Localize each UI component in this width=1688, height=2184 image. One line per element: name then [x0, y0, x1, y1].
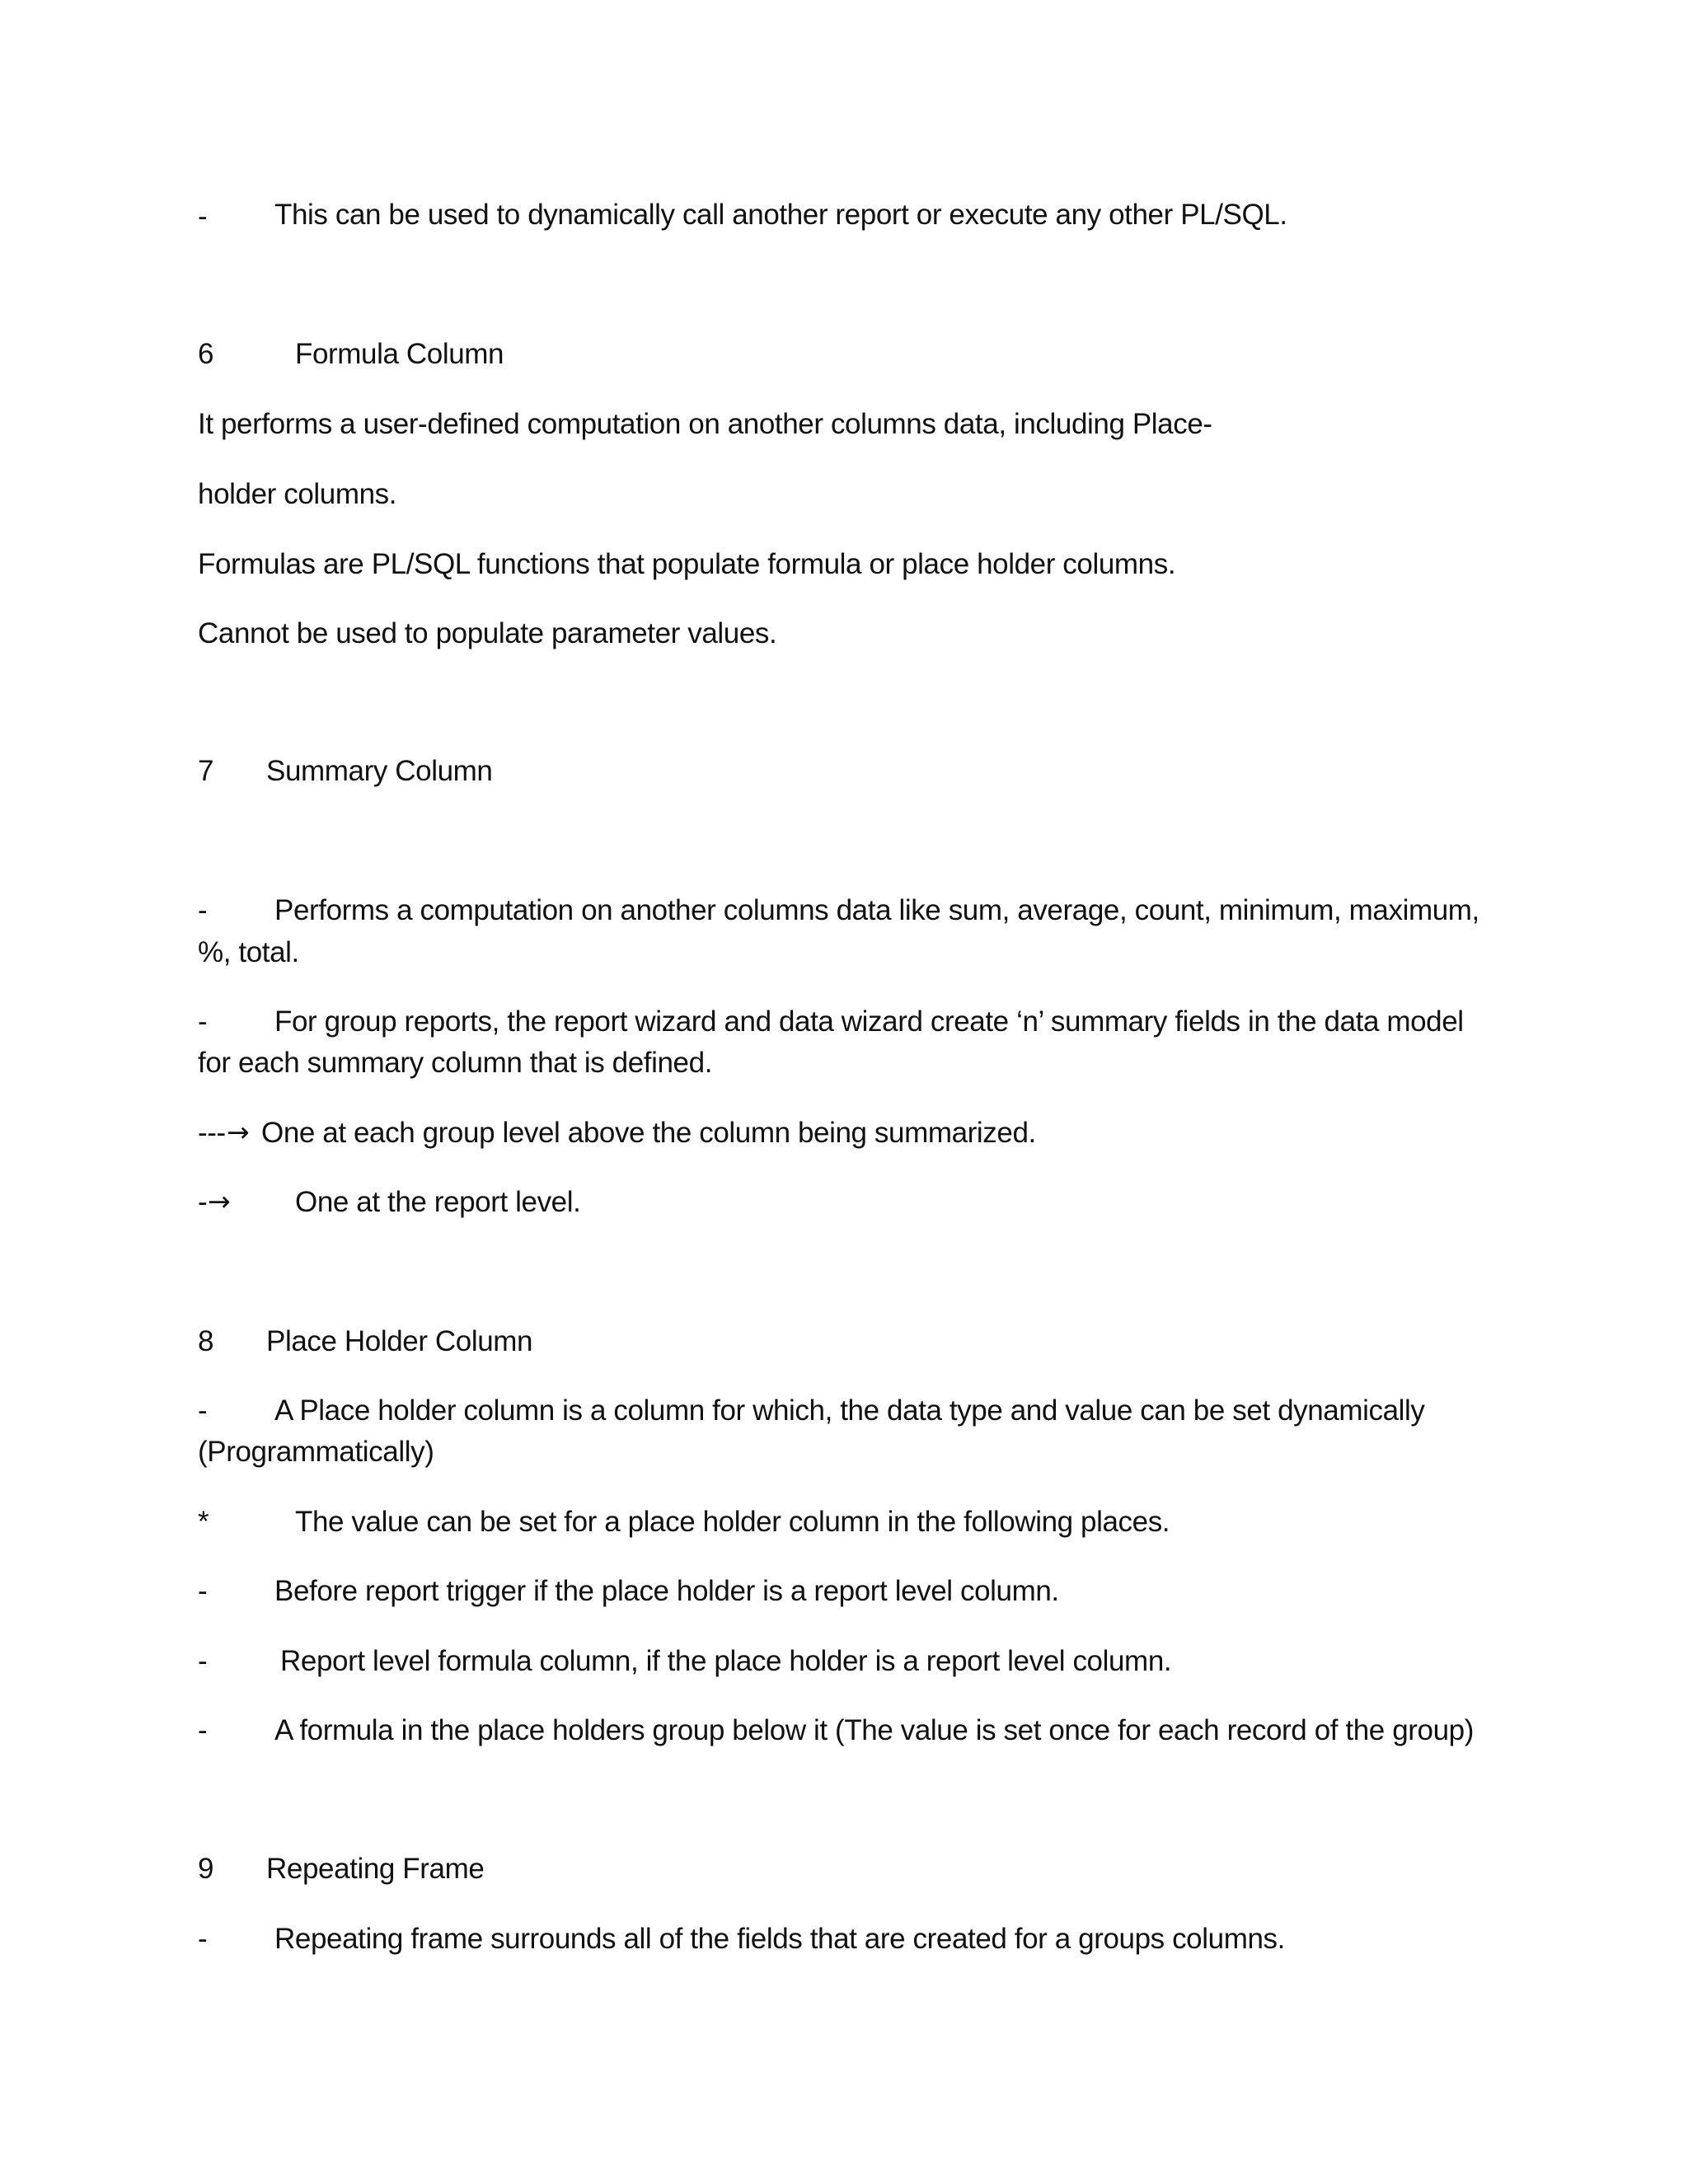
placeholder-item-5-text: A formula in the place holders group below it (The value is set once for each record of the group): [274, 1714, 1474, 1746]
placeholder-item-3-text: Before report trigger if the place holder is a report level column.: [274, 1575, 1059, 1607]
formula-line-3: Formulas are PL/SQL functions that populate formula or place holder columns.: [198, 548, 1176, 580]
placeholder-item-5-bullet: -: [198, 1714, 208, 1746]
placeholder-item-3-bullet: -: [198, 1575, 208, 1607]
summary-item-1-text: Performs a computation on another columns data like sum, average, count, minimum, maximum,: [274, 894, 1479, 926]
summary-section-title: Summary Column: [266, 755, 493, 787]
intro-text: This can be used to dynamically call another report or execute any other PL/SQL.: [274, 199, 1287, 231]
summary-arrow-1-prefix: ---: [198, 1117, 226, 1149]
summary-section-number: 7: [198, 755, 214, 787]
summary-arrow-2-prefix: -: [198, 1186, 208, 1218]
summary-item-2-cont: for each summary column that is defined.: [198, 1047, 713, 1079]
summary-arrow-2-text: One at the report level.: [295, 1186, 581, 1218]
placeholder-item-1-cont: (Programmatically): [198, 1436, 434, 1468]
summary-arrow-1-text: One at each group level above the column being summarized.: [261, 1117, 1036, 1149]
right-arrow-icon: →: [227, 1116, 250, 1148]
placeholder-item-2-text: The value can be set for a place holder column in the following places.: [295, 1506, 1170, 1538]
repeating-section-title: Repeating Frame: [266, 1853, 485, 1885]
formula-line-1: It performs a user-defined computation on another columns data, including Place-: [198, 408, 1212, 440]
intro-bullet: -: [198, 200, 208, 232]
placeholder-item-2-bullet: *: [198, 1506, 209, 1538]
formula-section-title: Formula Column: [295, 338, 504, 370]
summary-item-1-bullet: -: [198, 894, 208, 926]
summary-item-1-cont: %, total.: [198, 936, 299, 968]
formula-line-4: Cannot be used to populate parameter values.: [198, 617, 777, 649]
repeating-section-number: 9: [198, 1853, 214, 1885]
placeholder-item-1-bullet: -: [198, 1394, 208, 1427]
summary-item-2-text: For group reports, the report wizard and data wizard create ‘n’ summary fields in the data model: [274, 1005, 1464, 1038]
repeating-item-1-bullet: -: [198, 1923, 208, 1955]
placeholder-item-4-text: Report level formula column, if the place holder is a report level column.: [280, 1645, 1172, 1677]
summary-item-2-bullet: -: [198, 1005, 208, 1038]
formula-line-2: holder columns.: [198, 478, 397, 510]
placeholder-section-title: Place Holder Column: [266, 1325, 533, 1357]
placeholder-item-1-text: A Place holder column is a column for which, the data type and value can be set dynamically: [274, 1394, 1425, 1427]
placeholder-item-4-bullet: -: [198, 1645, 208, 1677]
right-arrow-icon: →: [208, 1185, 231, 1217]
repeating-item-1-text: Repeating frame surrounds all of the fields that are created for a groups columns.: [274, 1923, 1285, 1955]
placeholder-section-number: 8: [198, 1325, 214, 1357]
formula-section-number: 6: [198, 338, 214, 370]
